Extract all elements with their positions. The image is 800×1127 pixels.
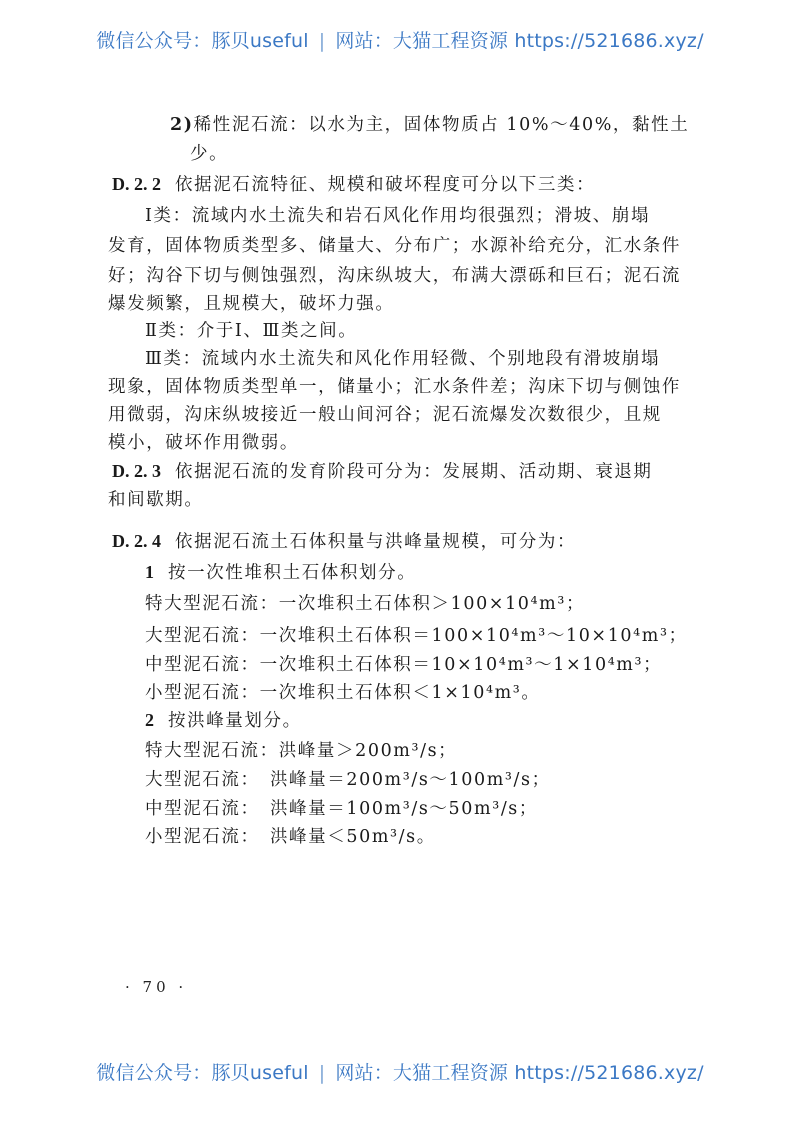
clause-d223-line-2: 和间歇期。 bbox=[108, 490, 204, 510]
watermark-site: 网站：大猫工程资源 https://521686.xyz/ bbox=[335, 30, 704, 52]
class-3-line-4: 模小，破坏作用微弱。 bbox=[108, 433, 299, 453]
clause-text: 依据泥石流土石体积量与洪峰量规模，可分为： bbox=[175, 532, 577, 552]
page-number: · 70 · bbox=[125, 978, 188, 996]
clause-text: 依据泥石流特征、规模和破坏程度可分以下三类： bbox=[175, 175, 596, 195]
class-1-line-1: Ⅰ类：流域内水土流失和岩石风化作用均很强烈；滑坡、崩塌 bbox=[145, 206, 651, 226]
flood-item-large: 大型泥石流： 洪峰量＝200m³/s～100m³/s； bbox=[145, 770, 551, 790]
watermark-wechat: 微信公众号：豚贝useful bbox=[96, 30, 309, 52]
watermark-separator: | bbox=[318, 30, 326, 52]
subclause-2 bbox=[145, 707, 302, 732]
class-3-line-3: 用微弱，沟床纵坡接近一般山间河谷；泥石流爆发次数很少，且规 bbox=[108, 405, 662, 425]
class-1-line-3: 好；沟谷下切与侧蚀强烈，沟床纵坡大，布满大漂砾和巨石；泥石流 bbox=[108, 266, 681, 286]
class-1-line-4: 爆发频繁，且规模大，破坏力强。 bbox=[108, 294, 395, 314]
class-2-line: Ⅱ类：介于Ⅰ、Ⅲ类之间。 bbox=[145, 321, 358, 341]
subclause-text: 按洪峰量划分。 bbox=[168, 711, 302, 731]
volume-item-extra-large: 特大型泥石流：一次堆积土石体积＞100×10⁴m³； bbox=[145, 594, 586, 614]
clause-number: D. 2. 3 bbox=[112, 461, 161, 481]
subclause-1 bbox=[145, 559, 416, 584]
clause-d224 bbox=[112, 528, 576, 553]
class-3-line-2: 现象，固体物质类型单一，储量小；汇水条件差；沟床下切与侧蚀作 bbox=[108, 377, 681, 397]
item-2-prefix: 2) bbox=[170, 115, 194, 135]
watermark-footer bbox=[0, 1058, 800, 1085]
item-2-text: 稀性泥石流：以水为主，固体物质占 10%～40%，黏性土 bbox=[193, 115, 690, 135]
volume-item-large: 大型泥石流：一次堆积土石体积＝100×10⁴m³～10×10⁴m³； bbox=[145, 626, 688, 646]
watermark-header bbox=[0, 26, 800, 53]
clause-number: D. 2. 2 bbox=[112, 174, 161, 194]
subclause-number: 2 bbox=[145, 710, 154, 730]
subclause-text: 按一次性堆积土石体积划分。 bbox=[168, 563, 417, 583]
item-2-line-2: 少。 bbox=[190, 144, 229, 164]
watermark-separator: | bbox=[318, 1062, 326, 1084]
clause-d222 bbox=[112, 171, 595, 196]
flood-item-small: 小型泥石流： 洪峰量＜50m³/s。 bbox=[145, 827, 436, 847]
volume-item-medium: 中型泥石流：一次堆积土石体积＝10×10⁴m³～1×10⁴m³； bbox=[145, 655, 663, 675]
volume-item-small: 小型泥石流：一次堆积土石体积＜1×10⁴m³。 bbox=[145, 683, 541, 703]
class-3-line-1: Ⅲ类：流域内水土流失和风化作用轻微、个别地段有滑坡崩塌 bbox=[145, 349, 661, 369]
clause-text: 依据泥石流的发育阶段可分为：发展期、活动期、衰退期 bbox=[175, 462, 653, 482]
watermark-wechat: 微信公众号：豚贝useful bbox=[96, 1062, 309, 1084]
flood-item-medium: 中型泥石流： 洪峰量＝100m³/s～50m³/s； bbox=[145, 799, 538, 819]
subclause-number: 1 bbox=[145, 562, 154, 582]
flood-item-extra-large: 特大型泥石流：洪峰量＞200m³/s； bbox=[145, 741, 458, 761]
clause-d223 bbox=[112, 458, 653, 483]
item-2-line-1 bbox=[170, 111, 689, 136]
clause-number: D. 2. 4 bbox=[112, 531, 161, 551]
class-1-line-2: 发育，固体物质类型多、储量大、分布广；水源补给充分，汇水条件 bbox=[108, 236, 681, 256]
watermark-site: 网站：大猫工程资源 https://521686.xyz/ bbox=[335, 1062, 704, 1084]
